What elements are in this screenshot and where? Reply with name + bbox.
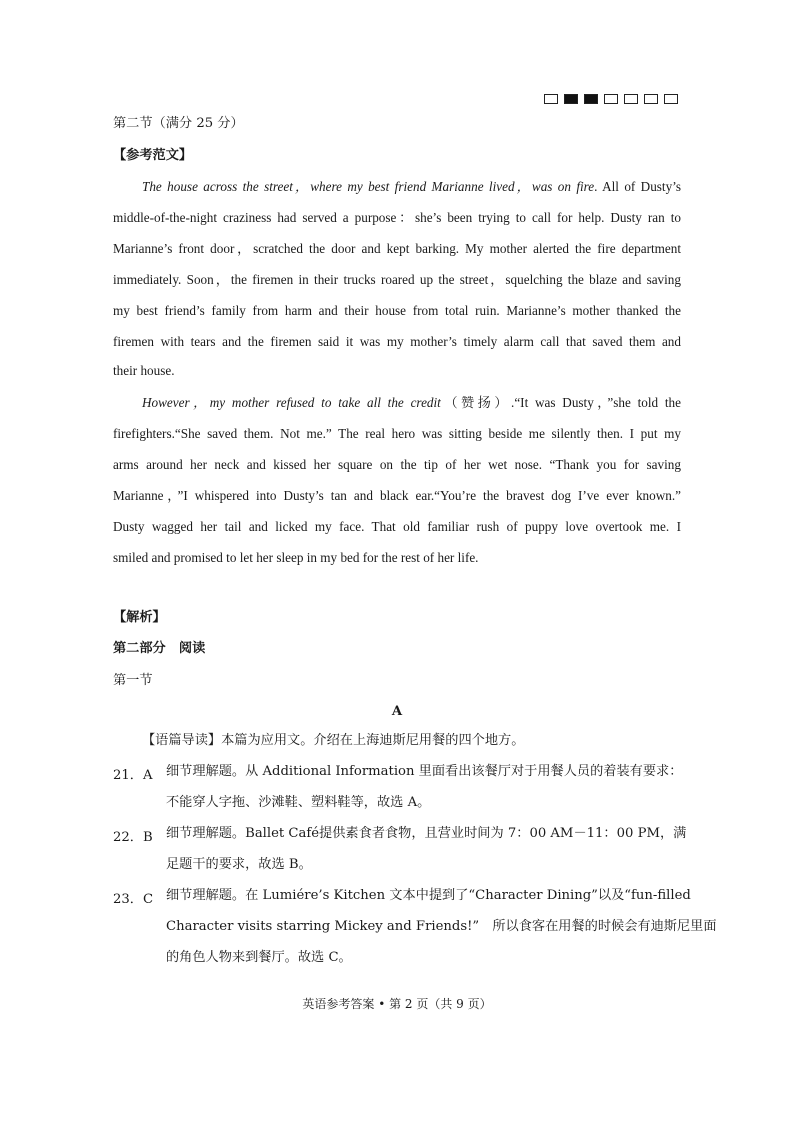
essay-line: arms around her neck and kissed her square on the tip of her wet nose. “Thank you for saving (113, 457, 681, 472)
essay-text: （赞扬）.“It was Dusty，”she told the (440, 395, 681, 410)
essay-line: Marianne，”I whispered into Dusty’s tan and black ear.“You’re the bravest dog I’ve ever known.” (113, 488, 681, 503)
mark-box (644, 94, 658, 104)
essay-line: immediately. Soon，the firemen in their trucks roared up the street，squelching the blaze and saving (113, 272, 681, 287)
question-explanation: 足题干的要求，故选 B。 (166, 857, 312, 872)
essay-line: Dusty wagged her tail and licked my face. That old familiar rush of puppy love overtook me. I (113, 519, 681, 534)
mark-box (564, 94, 578, 104)
mark-box (544, 94, 558, 104)
sample-heading: 【参考范文】 (113, 148, 193, 163)
mark-box (664, 94, 678, 104)
essay-line: firefighters.“She saved them. Not me.” The real hero was sitting beside me silently then. I put my (113, 426, 681, 441)
essay-line: my best friend’s family from harm and their house from total ruin. Marianne’s mother thanked the (113, 303, 681, 318)
question-number: 23．C (113, 892, 154, 907)
question-explanation: Character visits starring Mickey and Friends!” 所以食客在用餐的时候会有迪斯尼里面 (166, 919, 717, 934)
header-marks (544, 94, 678, 104)
essay-line: smiled and promised to let her sleep in my bed for the rest of her life. (113, 550, 479, 565)
passage-intro: 【语篇导读】本篇为应用文。介绍在上海迪斯尼用餐的四个地方。 (142, 733, 525, 748)
mark-box (584, 94, 598, 104)
essay-line (142, 395, 681, 411)
section-label: 第一节 (113, 673, 153, 688)
question-explanation: 不能穿人字拖、沙滩鞋、塑料鞋等，故选 A。 (166, 795, 431, 810)
essay-line (142, 179, 681, 195)
passage-label: A (391, 704, 403, 719)
question-number: 22．B (113, 830, 153, 845)
essay-line: their house. (113, 363, 175, 378)
section-title: 第二节（满分 25 分） (113, 116, 244, 131)
essay-line: middle-of-the-night craziness had served a purpose：she’s been trying to call for help. Dusty ran to (113, 210, 681, 225)
analysis-heading: 【解析】 (113, 610, 166, 625)
essay-italic-phrase: The house across the street，where my best friend Marianne lived，was on fire (142, 179, 595, 194)
essay-line: firemen with tears and the firemen said it was my mother’s timely alarm call that saved them and (113, 334, 681, 349)
question-explanation: 的角色人物来到餐厅。故选 C。 (166, 950, 352, 965)
question-explanation: 细节理解题。在 Lumiére’s Kitchen 文本中提到了“Character Dining”以及“fun-filled (166, 888, 691, 903)
question-number: 21．A (113, 768, 153, 783)
essay-italic-phrase: However，my mother refused to take all the credit (142, 395, 441, 410)
page-footer: 英语参考答案 • 第 2 页（共 9 页） (302, 997, 492, 1011)
part-title: 第二部分 阅读 (113, 641, 206, 656)
mark-box (624, 94, 638, 104)
essay-line: Marianne’s front door，scratched the door and kept barking. My mother alerted the fire department (113, 241, 681, 256)
question-explanation: 细节理解题。Ballet Café提供素食者食物，且营业时间为 7：00 AM－11：00 PM，满 (166, 826, 687, 841)
question-explanation: 细节理解题。从 Additional Information 里面看出该餐厅对于用餐人员的着装有要求： (166, 764, 683, 779)
essay-text: . All of Dusty’s (594, 179, 681, 194)
mark-box (604, 94, 618, 104)
